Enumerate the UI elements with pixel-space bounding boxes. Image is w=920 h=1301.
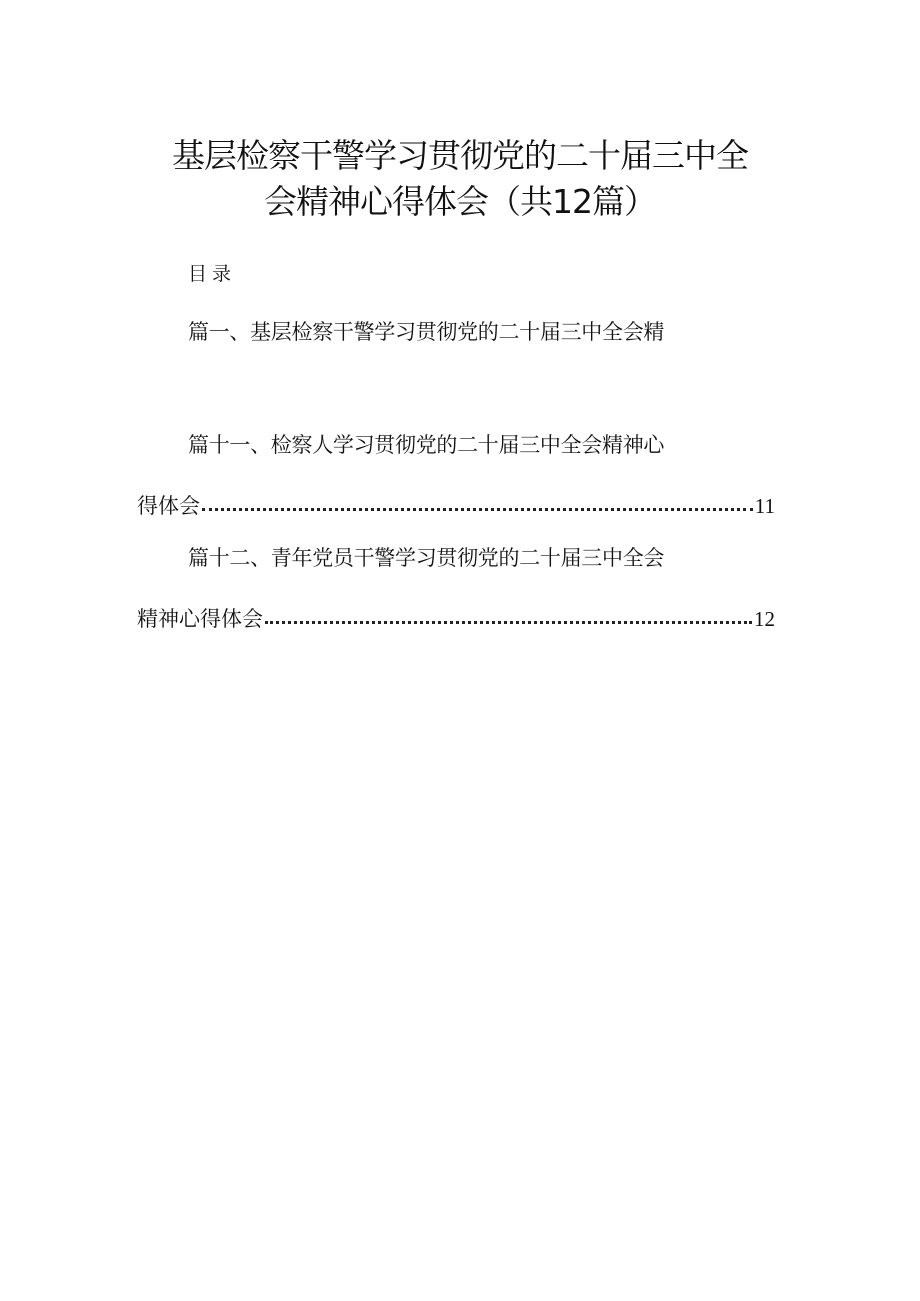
toc-entry-12-page-number: 12 [754,607,775,631]
document-title-line-1: 基层检察干警学习贯彻党的二十届三中全 [172,136,748,175]
toc-entry-12-text-cont: 精神心得体会 [137,607,263,631]
toc-entry-12-text[interactable]: 篇十二、青年党员干警学习贯彻党的二十届三中全会 [188,546,665,570]
toc-entry-11-text[interactable]: 篇十一、检察人学习贯彻党的二十届三中全会精神心 [188,433,665,457]
dot-leader [265,599,752,624]
toc-heading: 目录 [188,263,237,285]
toc-entry-12-continuation[interactable] [137,601,777,634]
document-title-line-2: 会精神心得体会（共12篇） [264,182,656,221]
dot-leader [202,486,753,511]
toc-entry-11-text-cont: 得体会 [137,494,200,518]
toc-entry-11-page-number: 11 [754,494,775,518]
toc-entry-11-continuation[interactable] [137,488,777,521]
toc-entry-1-text[interactable]: 篇一、基层检察干警学习贯彻党的二十届三中全会精 [188,320,665,344]
